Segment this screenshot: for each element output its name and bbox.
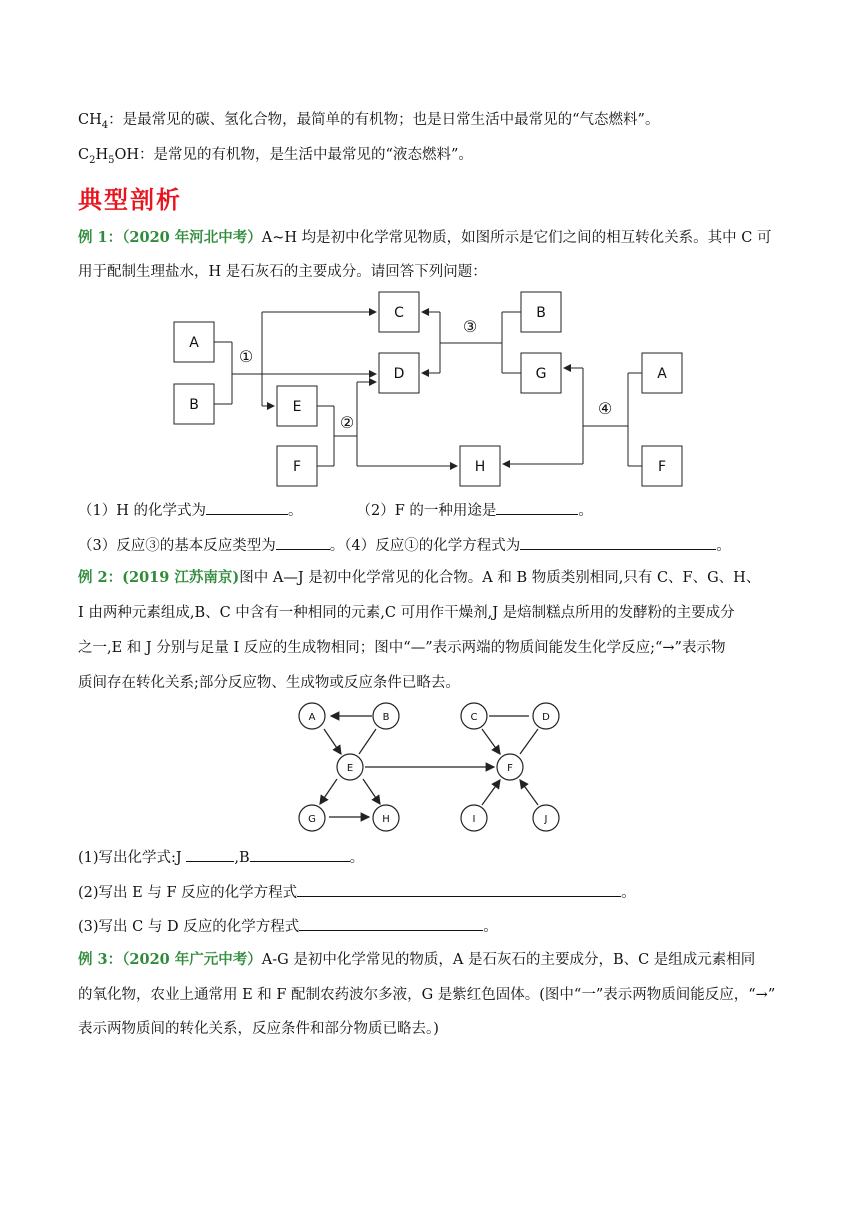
circle-C-label: C <box>470 712 478 723</box>
node-A2-label: A <box>657 366 667 382</box>
answer-blank-eq-CD[interactable] <box>299 916 483 931</box>
example-1-question-1-2: （1）H 的化学式为 。 （2）F 的一种用途是 。 <box>78 500 593 521</box>
circle-J-label: J <box>544 814 548 825</box>
answer-blank-4[interactable] <box>520 535 716 550</box>
example-2-diagram <box>290 700 570 840</box>
node-G-label: G <box>535 366 547 382</box>
example-3-text-line-3: 表示两物质间的转化关系，反应条件和部分物质已略去。) <box>78 1021 439 1037</box>
ch4-description: $CH_4$：是最常见的碳、氢化合物，最简单的有机物；也是日常生活中最常见的“气态燃料”。 <box>78 112 660 131</box>
circle-H-label: H <box>382 814 390 825</box>
node-F-label: F <box>292 459 302 475</box>
circle-A-label: A <box>308 712 316 723</box>
example-3-text-line-1: 例 3：（2020 年广元中考）A-G 是初中化学常见的物质，A 是石灰石的主要成分，B、C 是组成元素相同 <box>78 951 756 968</box>
example-1-label: 例 1：（2020 年河北中考） <box>78 229 262 246</box>
answer-blank-B[interactable] <box>250 847 350 862</box>
circle-E-label: E <box>346 763 354 774</box>
example-1-text-line-1: 例 1：（2020 年河北中考）A~H 均是初中化学常见物质，如图所示是它们之间的相互转化关系。其中 C 可 <box>78 229 772 246</box>
example-3-text-line-2: 的氧化物，农业上通常用 E 和 F 配制农药波尔多液，G 是紫红色固体。(图中“一”表示两物质间能反应，“→” <box>78 987 776 1003</box>
ethanol-description: $C_2H_5OH$：是常见的有机物，是生活中最常见的“液态燃料”。 <box>78 147 473 166</box>
example-1-text-line-2: 用于配制生理盐水，H 是石灰石的主要成分。请回答下列问题： <box>78 264 487 280</box>
answer-blank-eq-EF[interactable] <box>297 882 621 897</box>
answer-blank-1[interactable] <box>206 500 288 515</box>
answer-blank-3[interactable] <box>276 535 330 550</box>
marker-4: ④ <box>597 399 613 418</box>
example-2-question-2: (2)写出 E 与 F 反应的化学方程式 。 <box>78 882 636 903</box>
marker-3: ③ <box>462 317 478 336</box>
answer-blank-J[interactable] <box>186 847 234 862</box>
example-2-text-line-3: 之一,E 和 J 分别与足量 I 反应的生成物相同；图中“—”表示两端的物质间能发生化学反应;“→”表示物 <box>78 640 726 656</box>
marker-2: ② <box>339 413 355 432</box>
node-B2-label: B <box>536 305 546 321</box>
example-1-diagram <box>160 290 700 490</box>
example-2-text-line-4: 质间存在转化关系;部分反应物、生成物或反应条件已略去。 <box>78 675 460 691</box>
circle-G-label: G <box>308 814 316 825</box>
section-heading: 典型剖析 <box>78 186 182 214</box>
node-D-label: D <box>393 366 405 382</box>
example-3-label: 例 3：（2020 年广元中考） <box>78 951 262 968</box>
example-2-question-1: (1)写出化学式:J ,B 。 <box>78 847 364 868</box>
node-C-label: C <box>394 305 404 321</box>
circle-B-label: B <box>382 712 390 723</box>
answer-blank-2[interactable] <box>496 500 578 515</box>
marker-1: ① <box>238 347 254 366</box>
node-H-label: H <box>474 459 486 475</box>
node-A-label: A <box>189 335 199 351</box>
example-2-text-line-1: 例 2：(2019 江苏南京)图中 A—J 是初中化学常见的化合物。A 和 B 物质类别相同,只有 C、F、G、H、 <box>78 569 761 586</box>
node-F2-label: F <box>657 459 667 475</box>
circle-D-label: D <box>542 712 550 723</box>
example-2-question-3: (3)写出 C 与 D 反应的化学方程式 。 <box>78 916 498 937</box>
example-1-question-3-4: （3）反应③的基本反应类型为 。（4）反应①的化学方程式为 。 <box>78 535 731 556</box>
example-2-label: 例 2：(2019 江苏南京) <box>78 569 240 586</box>
node-E-label: E <box>292 399 302 415</box>
circle-I-label: I <box>472 814 476 825</box>
circle-F-label: F <box>507 763 513 774</box>
node-B-label: B <box>189 397 199 413</box>
example-2-text-line-2: I 由两种元素组成,B、C 中含有一种相同的元素,C 可用作干燥剂,J 是焙制糕点所用的发酵粉的主要成分 <box>78 605 735 621</box>
